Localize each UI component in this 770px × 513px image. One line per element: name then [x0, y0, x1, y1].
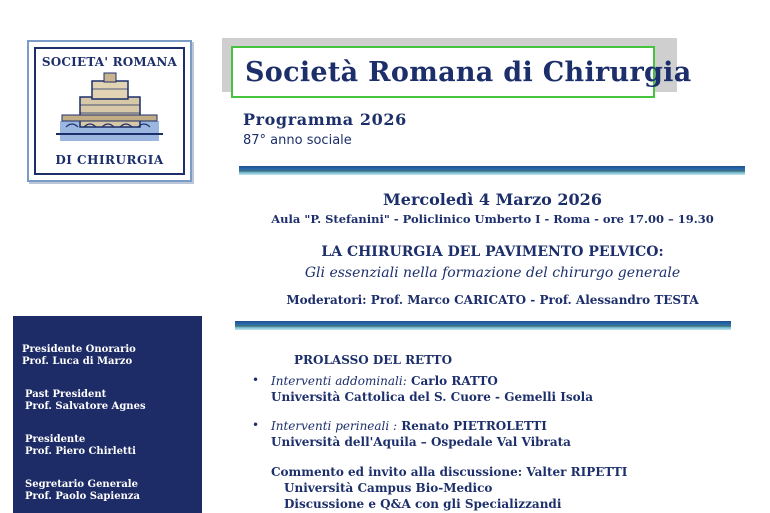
page-title: Società Romana di Chirurgia — [245, 57, 692, 88]
society-logo — [27, 40, 192, 182]
item-speaker: Carlo RATTO — [406, 374, 498, 388]
sidebar-role: Presidente Onorario — [22, 344, 136, 355]
sidebar-name: Prof. Paolo Sapienza — [25, 491, 140, 502]
sidebar-item-honorary-president — [22, 344, 136, 368]
item-topic: Interventi perineali : — [271, 419, 398, 433]
item-affiliation: Università Cattolica del S. Cuore - Gemelli Isola — [271, 390, 593, 404]
event-moderators: Moderatori: Prof. Marco CARICATO - Prof. Alessandro TESTA — [286, 293, 699, 307]
discussion-qa: Discussione e Q&A con gli Specializzandi — [284, 497, 562, 511]
sidebar-item-secretary-general — [25, 479, 140, 503]
sidebar-role: Past President — [25, 389, 107, 400]
item-topic: Interventi addominali: — [271, 374, 407, 388]
sidebar-name: Prof. Salvatore Agnes — [25, 401, 146, 412]
section-title: PROLASSO DEL RETTO — [294, 353, 453, 367]
sidebar-item-president — [25, 434, 136, 458]
program-year: Programma 2026 — [243, 110, 407, 129]
logo-bottom-text: DI CHIRURGIA — [55, 153, 164, 167]
title-banner — [231, 46, 692, 98]
comment-affiliation: Università Campus Bio-Medico — [284, 481, 493, 495]
event-topic: LA CHIRURGIA DEL PAVIMENTO PELVICO: — [321, 244, 664, 260]
item-affiliation: Università dell'Aquila – Ospedale Val Vibrata — [271, 435, 571, 449]
sidebar-item-past-president — [25, 389, 146, 413]
sidebar-role: Presidente — [25, 434, 86, 445]
sidebar-role: Segretario Generale — [25, 479, 138, 490]
bullet: • — [252, 373, 260, 387]
event-location: Aula "P. Stefanini" - Policlinico Umberto I - Roma - ore 17.00 – 19.30 — [271, 212, 714, 226]
castle-icon — [54, 71, 165, 143]
sidebar-name: Prof. Piero Chirletti — [25, 446, 136, 457]
logo-frame — [34, 47, 185, 175]
event-date: Mercoledì 4 Marzo 2026 — [383, 190, 602, 209]
program-item — [271, 374, 498, 388]
event-subtopic: Gli essenziali nella formazione del chirurgo generale — [304, 265, 681, 281]
item-speaker: Renato PIETROLETTI — [397, 419, 547, 433]
bullet: • — [252, 418, 260, 432]
divider-top — [239, 166, 745, 175]
discussion-comment: Commento ed invito alla discussione: Valter RIPETTI — [271, 465, 628, 479]
officers-sidebar — [13, 316, 202, 513]
sidebar-name: Prof. Luca di Marzo — [22, 356, 133, 367]
social-year: 87° anno sociale — [243, 133, 352, 148]
logo-top-text: SOCIETA' ROMANA — [41, 55, 178, 69]
program-item — [271, 419, 547, 433]
divider-middle — [235, 321, 731, 330]
